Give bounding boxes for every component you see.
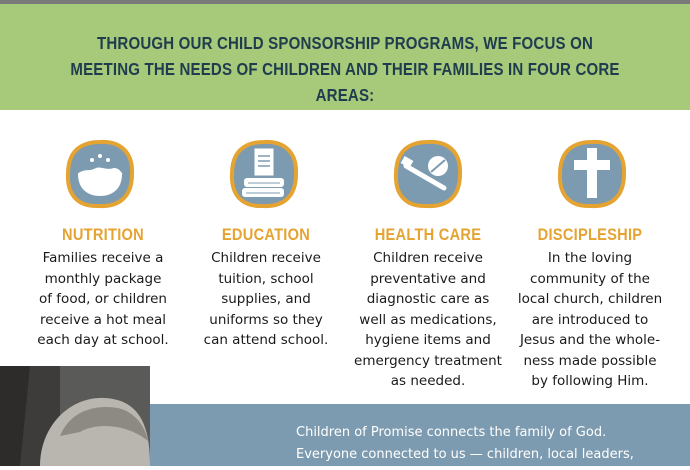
bottom-line-1: Children of Promise connects the family of God. — [296, 425, 607, 440]
desc-line: receive a hot meal — [39, 311, 167, 328]
food-bowl-icon — [62, 136, 138, 212]
desc-line: hygiene items and — [365, 332, 491, 348]
cross-icon — [554, 136, 630, 212]
desc-line: Children receive — [373, 250, 483, 266]
toothbrush-pill-icon — [390, 136, 466, 212]
desc-line: Jesus and the whole- — [519, 332, 661, 348]
desc-line: are introduced to — [531, 311, 649, 328]
nutrition-description — [18, 248, 188, 351]
desc-line: diagnostic care as — [366, 291, 490, 307]
desc-line: community of the — [530, 270, 650, 287]
desc-line: In the loving — [547, 250, 633, 266]
discipleship-description — [505, 248, 675, 392]
heading-discipleship: DISCIPLESHIP — [537, 225, 643, 244]
heading-health-care: HEALTH CARE — [374, 225, 482, 244]
desc-line: of food, or children — [39, 291, 167, 307]
bottom-line-2: Everyone connected to us — children, local leaders, — [296, 447, 634, 462]
heading-education: EDUCATION — [221, 225, 311, 244]
desc-line: uniforms so they — [209, 311, 323, 328]
banner-line-2: MEETING THE NEEDS OF CHILDREN AND THEIR FAMILIES IN FOUR CORE AREAS: — [70, 59, 620, 105]
desc-line: tuition, school — [218, 270, 314, 287]
books-scroll-icon — [226, 136, 302, 212]
desc-line: local church, children — [517, 291, 663, 307]
desc-line: Families receive a — [42, 250, 164, 266]
desc-line: monthly package — [44, 270, 162, 287]
desc-line: Children receive — [211, 250, 321, 266]
health-care-description — [343, 248, 513, 392]
heading-nutrition: NUTRITION — [62, 225, 144, 244]
desc-line: supplies, and — [221, 291, 311, 307]
bottom-paragraph — [296, 422, 690, 466]
desc-line: ness made possible — [523, 352, 657, 369]
desc-line: each day at school. — [37, 332, 169, 348]
banner-line-1: THROUGH OUR CHILD SPONSORSHIP PROGRAMS, WE FOCUS ON — [97, 33, 593, 53]
desc-line: as needed. — [390, 373, 466, 389]
child-photo — [0, 366, 150, 466]
education-description — [181, 248, 351, 351]
desc-line: well as medications, — [359, 311, 497, 328]
desc-line: by following Him. — [531, 373, 649, 389]
desc-line: preventative and — [370, 270, 486, 287]
desc-line: can attend school. — [203, 332, 329, 348]
desc-line: emergency treatment — [354, 352, 502, 369]
banner-heading — [48, 30, 641, 108]
